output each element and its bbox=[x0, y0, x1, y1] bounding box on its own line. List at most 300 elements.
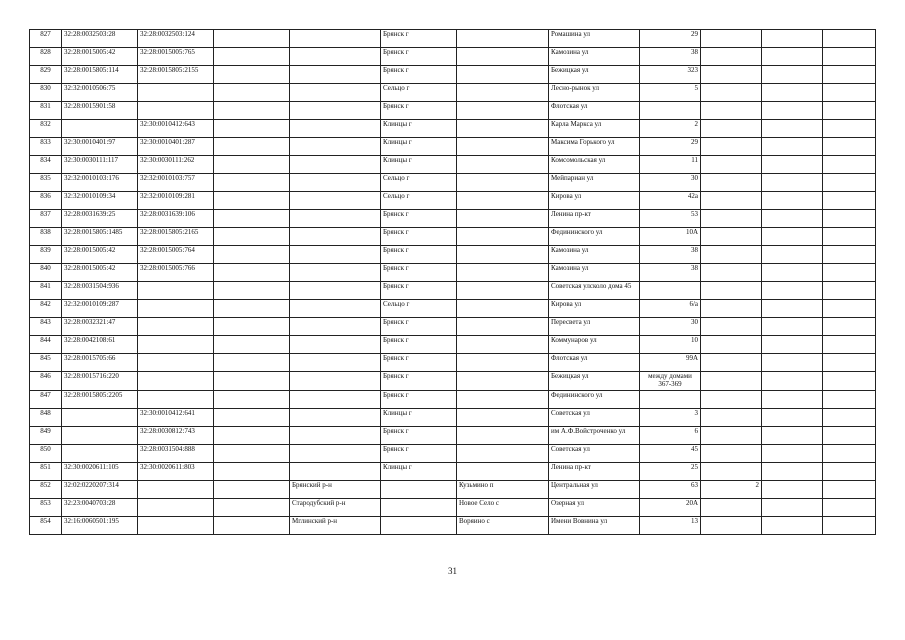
cell-street: Лесно-рынок ул bbox=[549, 84, 640, 102]
cell-street: Советская ул bbox=[549, 445, 640, 463]
cell-column-10 bbox=[701, 282, 762, 300]
cell-cadastral-number-land: 32:28:0015716:220 bbox=[62, 372, 138, 391]
cell-row-number: 827 bbox=[30, 30, 62, 48]
cell-column-12 bbox=[823, 30, 876, 48]
cell-row-number: 852 bbox=[30, 481, 62, 499]
cell-row-number: 833 bbox=[30, 138, 62, 156]
cell-column-10 bbox=[701, 499, 762, 517]
cell-column-10 bbox=[701, 174, 762, 192]
cell-cadastral-number-land: 32:30:0020611:105 bbox=[62, 463, 138, 481]
cell-column-4 bbox=[214, 210, 290, 228]
cell-city bbox=[381, 499, 457, 517]
cell-column-12 bbox=[823, 156, 876, 174]
cell-street: Комсомольская ул bbox=[549, 156, 640, 174]
cell-column-11 bbox=[762, 246, 823, 264]
cell-column-10 bbox=[701, 120, 762, 138]
cell-cadastral-number-land bbox=[62, 445, 138, 463]
cell-city: Сельцо г bbox=[381, 300, 457, 318]
cell-cadastral-number-land: 32:28:0015805:114 bbox=[62, 66, 138, 84]
table-row bbox=[30, 48, 876, 66]
table-row bbox=[30, 138, 876, 156]
cell-column-11 bbox=[762, 354, 823, 372]
cell-row-number: 846 bbox=[30, 372, 62, 391]
cell-column-10 bbox=[701, 463, 762, 481]
cell-cadastral-number-land: 32:02:0220207:314 bbox=[62, 481, 138, 499]
cell-column-11 bbox=[762, 499, 823, 517]
cell-row-number: 847 bbox=[30, 391, 62, 409]
cell-settlement bbox=[457, 30, 549, 48]
cell-street: Мейпариан ул bbox=[549, 174, 640, 192]
cell-column-10 bbox=[701, 30, 762, 48]
cell-column-10 bbox=[701, 300, 762, 318]
cell-column-4 bbox=[214, 174, 290, 192]
cell-settlement bbox=[457, 192, 549, 210]
cell-settlement bbox=[457, 427, 549, 445]
cell-house-number: 10А bbox=[640, 228, 701, 246]
cell-row-number: 832 bbox=[30, 120, 62, 138]
cell-column-11 bbox=[762, 445, 823, 463]
cell-row-number: 853 bbox=[30, 499, 62, 517]
cell-house-number: 29 bbox=[640, 138, 701, 156]
cell-cadastral-number-land: 32:28:0031504:936 bbox=[62, 282, 138, 300]
table-row bbox=[30, 372, 876, 391]
cell-column-11 bbox=[762, 427, 823, 445]
table-row bbox=[30, 228, 876, 246]
cell-cadastral-number-land: 32:28:0032321:47 bbox=[62, 318, 138, 336]
cell-cadastral-number-object bbox=[138, 282, 214, 300]
cell-row-number: 840 bbox=[30, 264, 62, 282]
cell-cadastral-number-land: 32:32:0010109:287 bbox=[62, 300, 138, 318]
cell-column-11 bbox=[762, 102, 823, 120]
cell-settlement: Новое Село с bbox=[457, 499, 549, 517]
cell-column-10 bbox=[701, 336, 762, 354]
cell-column-12 bbox=[823, 264, 876, 282]
cell-column-11 bbox=[762, 264, 823, 282]
cell-cadastral-number-object: 32:32:0010103:757 bbox=[138, 174, 214, 192]
cell-city: Брянск г bbox=[381, 372, 457, 391]
cell-column-4 bbox=[214, 499, 290, 517]
cell-district bbox=[290, 174, 381, 192]
cell-cadastral-number-object: 32:30:0030111:262 bbox=[138, 156, 214, 174]
cell-house-number: 3 bbox=[640, 409, 701, 427]
cell-column-10 bbox=[701, 228, 762, 246]
cell-city: Брянск г bbox=[381, 264, 457, 282]
table-row bbox=[30, 120, 876, 138]
cell-cadastral-number-object: 32:28:0030812:743 bbox=[138, 427, 214, 445]
cell-column-10 bbox=[701, 102, 762, 120]
cell-street: Озерная ул bbox=[549, 499, 640, 517]
cell-column-10 bbox=[701, 318, 762, 336]
cell-cadastral-number-object: 32:30:0020611:803 bbox=[138, 463, 214, 481]
cell-column-4 bbox=[214, 282, 290, 300]
cell-cadastral-number-object: 32:28:0015005:766 bbox=[138, 264, 214, 282]
table-row bbox=[30, 210, 876, 228]
cell-column-10 bbox=[701, 409, 762, 427]
cell-column-11 bbox=[762, 210, 823, 228]
cell-street: Флотская ул bbox=[549, 354, 640, 372]
cell-column-12 bbox=[823, 120, 876, 138]
table-row bbox=[30, 102, 876, 120]
cell-city: Сельцо г bbox=[381, 192, 457, 210]
cell-row-number: 838 bbox=[30, 228, 62, 246]
cell-street: Кирова ул bbox=[549, 300, 640, 318]
cell-column-12 bbox=[823, 372, 876, 391]
table-row bbox=[30, 409, 876, 427]
cell-street: Карла Маркса ул bbox=[549, 120, 640, 138]
cell-column-4 bbox=[214, 427, 290, 445]
cell-column-12 bbox=[823, 84, 876, 102]
cell-district bbox=[290, 264, 381, 282]
cell-street: Федининского ул bbox=[549, 228, 640, 246]
cell-city: Клинцы г bbox=[381, 138, 457, 156]
cell-street: Советская ул bbox=[549, 409, 640, 427]
cell-district bbox=[290, 409, 381, 427]
cell-column-4 bbox=[214, 300, 290, 318]
cell-house-number: 45 bbox=[640, 445, 701, 463]
cell-cadastral-number-object: 32:28:0031639:106 bbox=[138, 210, 214, 228]
cell-settlement bbox=[457, 48, 549, 66]
cell-street: Камозина ул bbox=[549, 48, 640, 66]
cell-column-11 bbox=[762, 120, 823, 138]
cell-column-10 bbox=[701, 192, 762, 210]
cell-cadastral-number-object: 32:30:0010412:643 bbox=[138, 120, 214, 138]
cell-street: Максима Горького ул bbox=[549, 138, 640, 156]
table-body bbox=[30, 30, 876, 535]
cell-cadastral-number-land: 32:28:0015805:2205 bbox=[62, 391, 138, 409]
cell-house-number: 10 bbox=[640, 336, 701, 354]
table-row bbox=[30, 354, 876, 372]
cell-column-11 bbox=[762, 156, 823, 174]
cell-cadastral-number-land: 32:28:0031639:25 bbox=[62, 210, 138, 228]
cell-street: Бежицкая ул bbox=[549, 372, 640, 391]
cell-column-12 bbox=[823, 318, 876, 336]
page-number: 31 bbox=[448, 566, 457, 576]
cell-column-12 bbox=[823, 463, 876, 481]
cell-column-4 bbox=[214, 30, 290, 48]
cell-row-number: 836 bbox=[30, 192, 62, 210]
cell-district bbox=[290, 445, 381, 463]
cell-settlement bbox=[457, 391, 549, 409]
cell-column-12 bbox=[823, 499, 876, 517]
cell-city: Брянск г bbox=[381, 66, 457, 84]
cell-settlement bbox=[457, 120, 549, 138]
cell-column-12 bbox=[823, 66, 876, 84]
cell-street: Коммунаров ул bbox=[549, 336, 640, 354]
table-row bbox=[30, 481, 876, 499]
cell-column-4 bbox=[214, 66, 290, 84]
cell-column-4 bbox=[214, 372, 290, 391]
cell-cadastral-number-land: 32:28:0015805:1485 bbox=[62, 228, 138, 246]
cell-column-11 bbox=[762, 391, 823, 409]
cell-district bbox=[290, 102, 381, 120]
cell-settlement: Воряино с bbox=[457, 517, 549, 535]
cell-column-4 bbox=[214, 517, 290, 535]
cell-row-number: 851 bbox=[30, 463, 62, 481]
cell-city bbox=[381, 517, 457, 535]
cell-column-12 bbox=[823, 445, 876, 463]
cell-house-number: 5 bbox=[640, 84, 701, 102]
cell-district bbox=[290, 120, 381, 138]
cell-column-12 bbox=[823, 174, 876, 192]
cell-column-4 bbox=[214, 48, 290, 66]
table-row bbox=[30, 84, 876, 102]
cell-cadastral-number-land: 32:32:0010109:34 bbox=[62, 192, 138, 210]
cell-column-11 bbox=[762, 463, 823, 481]
cell-cadastral-number-land bbox=[62, 120, 138, 138]
cell-street: Центральная ул bbox=[549, 481, 640, 499]
cell-column-10 bbox=[701, 210, 762, 228]
cell-column-4 bbox=[214, 463, 290, 481]
cell-street: Ленина пр-кт bbox=[549, 463, 640, 481]
cell-cadastral-number-land: 32:30:0030111:117 bbox=[62, 156, 138, 174]
cell-column-12 bbox=[823, 300, 876, 318]
table-row bbox=[30, 66, 876, 84]
cell-district bbox=[290, 66, 381, 84]
cell-street: Пересвета ул bbox=[549, 318, 640, 336]
cell-column-4 bbox=[214, 138, 290, 156]
cell-column-12 bbox=[823, 282, 876, 300]
cell-settlement bbox=[457, 156, 549, 174]
cell-column-11 bbox=[762, 372, 823, 391]
cell-city: Клинцы г bbox=[381, 156, 457, 174]
cell-column-11 bbox=[762, 336, 823, 354]
cell-cadastral-number-object bbox=[138, 481, 214, 499]
table-row bbox=[30, 391, 876, 409]
cell-column-4 bbox=[214, 264, 290, 282]
cell-settlement bbox=[457, 372, 549, 391]
cell-column-10 bbox=[701, 84, 762, 102]
cell-district bbox=[290, 427, 381, 445]
cell-column-4 bbox=[214, 192, 290, 210]
cell-row-number: 834 bbox=[30, 156, 62, 174]
cell-column-10: 2 bbox=[701, 481, 762, 499]
cell-column-11 bbox=[762, 30, 823, 48]
cell-district bbox=[290, 354, 381, 372]
cell-house-number: 63 bbox=[640, 481, 701, 499]
cell-column-12 bbox=[823, 228, 876, 246]
cell-house-number: 42а bbox=[640, 192, 701, 210]
cell-district bbox=[290, 210, 381, 228]
cell-column-11 bbox=[762, 282, 823, 300]
cell-column-4 bbox=[214, 246, 290, 264]
cell-settlement bbox=[457, 445, 549, 463]
cell-column-12 bbox=[823, 246, 876, 264]
cell-house-number: 29 bbox=[640, 30, 701, 48]
table-row bbox=[30, 445, 876, 463]
cell-city: Брянск г bbox=[381, 228, 457, 246]
cell-city: Клинцы г bbox=[381, 409, 457, 427]
cell-column-10 bbox=[701, 517, 762, 535]
cell-cadastral-number-land: 32:28:0015901:58 bbox=[62, 102, 138, 120]
cell-column-11 bbox=[762, 192, 823, 210]
cell-column-4 bbox=[214, 391, 290, 409]
cell-settlement: Кузьмино п bbox=[457, 481, 549, 499]
cell-cadastral-number-object: 32:28:0015005:764 bbox=[138, 246, 214, 264]
cell-column-10 bbox=[701, 264, 762, 282]
cell-column-10 bbox=[701, 427, 762, 445]
table-row bbox=[30, 300, 876, 318]
cell-column-11 bbox=[762, 48, 823, 66]
cell-cadastral-number-land: 32:30:0010401:97 bbox=[62, 138, 138, 156]
cell-district: Брянский р-н bbox=[290, 481, 381, 499]
cell-city: Клинцы г bbox=[381, 120, 457, 138]
cell-city: Клинцы г bbox=[381, 463, 457, 481]
cell-house-number: 6/а bbox=[640, 300, 701, 318]
cell-column-11 bbox=[762, 66, 823, 84]
cell-cadastral-number-object: 32:28:0015805:2165 bbox=[138, 228, 214, 246]
table-row bbox=[30, 264, 876, 282]
table-row bbox=[30, 192, 876, 210]
cell-district bbox=[290, 372, 381, 391]
cell-district bbox=[290, 391, 381, 409]
table-row bbox=[30, 517, 876, 535]
cell-column-4 bbox=[214, 445, 290, 463]
table-row bbox=[30, 499, 876, 517]
table-row bbox=[30, 156, 876, 174]
cell-district bbox=[290, 463, 381, 481]
cell-column-10 bbox=[701, 391, 762, 409]
cell-house-number bbox=[640, 391, 701, 409]
cell-cadastral-number-object bbox=[138, 300, 214, 318]
cell-settlement bbox=[457, 354, 549, 372]
cell-house-number: 13 bbox=[640, 517, 701, 535]
cell-street: Имени Вовнина ул bbox=[549, 517, 640, 535]
cell-street: Советская улсколо дома 45 bbox=[549, 282, 640, 300]
cell-cadastral-number-land: 32:28:0015005:42 bbox=[62, 264, 138, 282]
table-row bbox=[30, 463, 876, 481]
cell-column-10 bbox=[701, 156, 762, 174]
land-registry-table bbox=[29, 29, 876, 535]
cell-cadastral-number-land: 32:28:0032503:28 bbox=[62, 30, 138, 48]
cell-settlement bbox=[457, 138, 549, 156]
cell-house-number bbox=[640, 102, 701, 120]
cell-district bbox=[290, 138, 381, 156]
cell-street: Ромашина ул bbox=[549, 30, 640, 48]
cell-house-number: 38 bbox=[640, 246, 701, 264]
cell-settlement bbox=[457, 409, 549, 427]
cell-row-number: 839 bbox=[30, 246, 62, 264]
cell-house-number: между домами 367-369 bbox=[640, 372, 701, 391]
cell-column-10 bbox=[701, 66, 762, 84]
cell-street: Камозина ул bbox=[549, 264, 640, 282]
cell-city bbox=[381, 481, 457, 499]
cell-district bbox=[290, 282, 381, 300]
cell-column-10 bbox=[701, 372, 762, 391]
cell-column-12 bbox=[823, 210, 876, 228]
cell-cadastral-number-land: 32:23:0040703:28 bbox=[62, 499, 138, 517]
cell-city: Брянск г bbox=[381, 445, 457, 463]
cell-street: Флотская ул bbox=[549, 102, 640, 120]
cell-district bbox=[290, 30, 381, 48]
cell-city: Брянск г bbox=[381, 318, 457, 336]
cell-district bbox=[290, 156, 381, 174]
cell-column-4 bbox=[214, 336, 290, 354]
cell-house-number bbox=[640, 282, 701, 300]
cell-house-number: 38 bbox=[640, 48, 701, 66]
cell-cadastral-number-object: 32:28:0032503:124 bbox=[138, 30, 214, 48]
cell-district bbox=[290, 246, 381, 264]
cell-column-11 bbox=[762, 138, 823, 156]
cell-cadastral-number-land: 32:28:0015005:42 bbox=[62, 246, 138, 264]
cell-district bbox=[290, 300, 381, 318]
cell-column-11 bbox=[762, 481, 823, 499]
cell-street: Бежицкая ул bbox=[549, 66, 640, 84]
cell-cadastral-number-object: 32:30:0010412:641 bbox=[138, 409, 214, 427]
table-row bbox=[30, 30, 876, 48]
cell-cadastral-number-land: 32:32:0010506:75 bbox=[62, 84, 138, 102]
cell-house-number: 30 bbox=[640, 318, 701, 336]
cell-house-number: 53 bbox=[640, 210, 701, 228]
cell-city: Брянск г bbox=[381, 336, 457, 354]
cell-cadastral-number-object: 32:30:0010401:287 bbox=[138, 138, 214, 156]
cell-settlement bbox=[457, 264, 549, 282]
cell-row-number: 850 bbox=[30, 445, 62, 463]
cell-house-number: 38 bbox=[640, 264, 701, 282]
cell-cadastral-number-object bbox=[138, 391, 214, 409]
cell-cadastral-number-land bbox=[62, 409, 138, 427]
cell-column-12 bbox=[823, 192, 876, 210]
cell-cadastral-number-object bbox=[138, 336, 214, 354]
cell-column-12 bbox=[823, 138, 876, 156]
cell-cadastral-number-land bbox=[62, 427, 138, 445]
cell-column-4 bbox=[214, 409, 290, 427]
cell-cadastral-number-object bbox=[138, 318, 214, 336]
cell-cadastral-number-object bbox=[138, 499, 214, 517]
cell-house-number: 25 bbox=[640, 463, 701, 481]
cell-column-12 bbox=[823, 409, 876, 427]
cell-street: Ленина пр-кт bbox=[549, 210, 640, 228]
cell-row-number: 842 bbox=[30, 300, 62, 318]
cell-row-number: 849 bbox=[30, 427, 62, 445]
table-row bbox=[30, 282, 876, 300]
cell-settlement bbox=[457, 463, 549, 481]
cell-column-10 bbox=[701, 48, 762, 66]
cell-house-number: 6 bbox=[640, 427, 701, 445]
cell-column-4 bbox=[214, 481, 290, 499]
cell-row-number: 835 bbox=[30, 174, 62, 192]
cell-house-number: 99А bbox=[640, 354, 701, 372]
cell-column-10 bbox=[701, 138, 762, 156]
cell-column-4 bbox=[214, 84, 290, 102]
cell-district bbox=[290, 192, 381, 210]
cell-cadastral-number-object bbox=[138, 372, 214, 391]
cell-column-12 bbox=[823, 481, 876, 499]
cell-house-number: 30 bbox=[640, 174, 701, 192]
cell-cadastral-number-object: 32:28:0015805:2155 bbox=[138, 66, 214, 84]
cell-column-4 bbox=[214, 354, 290, 372]
cell-row-number: 830 bbox=[30, 84, 62, 102]
cell-house-number: 11 bbox=[640, 156, 701, 174]
cell-city: Сельцо г bbox=[381, 174, 457, 192]
cell-column-4 bbox=[214, 102, 290, 120]
cell-column-11 bbox=[762, 84, 823, 102]
cell-column-11 bbox=[762, 174, 823, 192]
table-row bbox=[30, 246, 876, 264]
cell-column-12 bbox=[823, 48, 876, 66]
cell-district bbox=[290, 48, 381, 66]
cell-city: Брянск г bbox=[381, 246, 457, 264]
cell-cadastral-number-object bbox=[138, 517, 214, 535]
cell-column-11 bbox=[762, 517, 823, 535]
cell-district bbox=[290, 228, 381, 246]
cell-settlement bbox=[457, 210, 549, 228]
cell-cadastral-number-object: 32:28:0015005:765 bbox=[138, 48, 214, 66]
cell-settlement bbox=[457, 246, 549, 264]
cell-cadastral-number-land: 32:28:0042108:61 bbox=[62, 336, 138, 354]
cell-row-number: 845 bbox=[30, 354, 62, 372]
cell-cadastral-number-land: 32:28:0015005:42 bbox=[62, 48, 138, 66]
cell-column-10 bbox=[701, 445, 762, 463]
